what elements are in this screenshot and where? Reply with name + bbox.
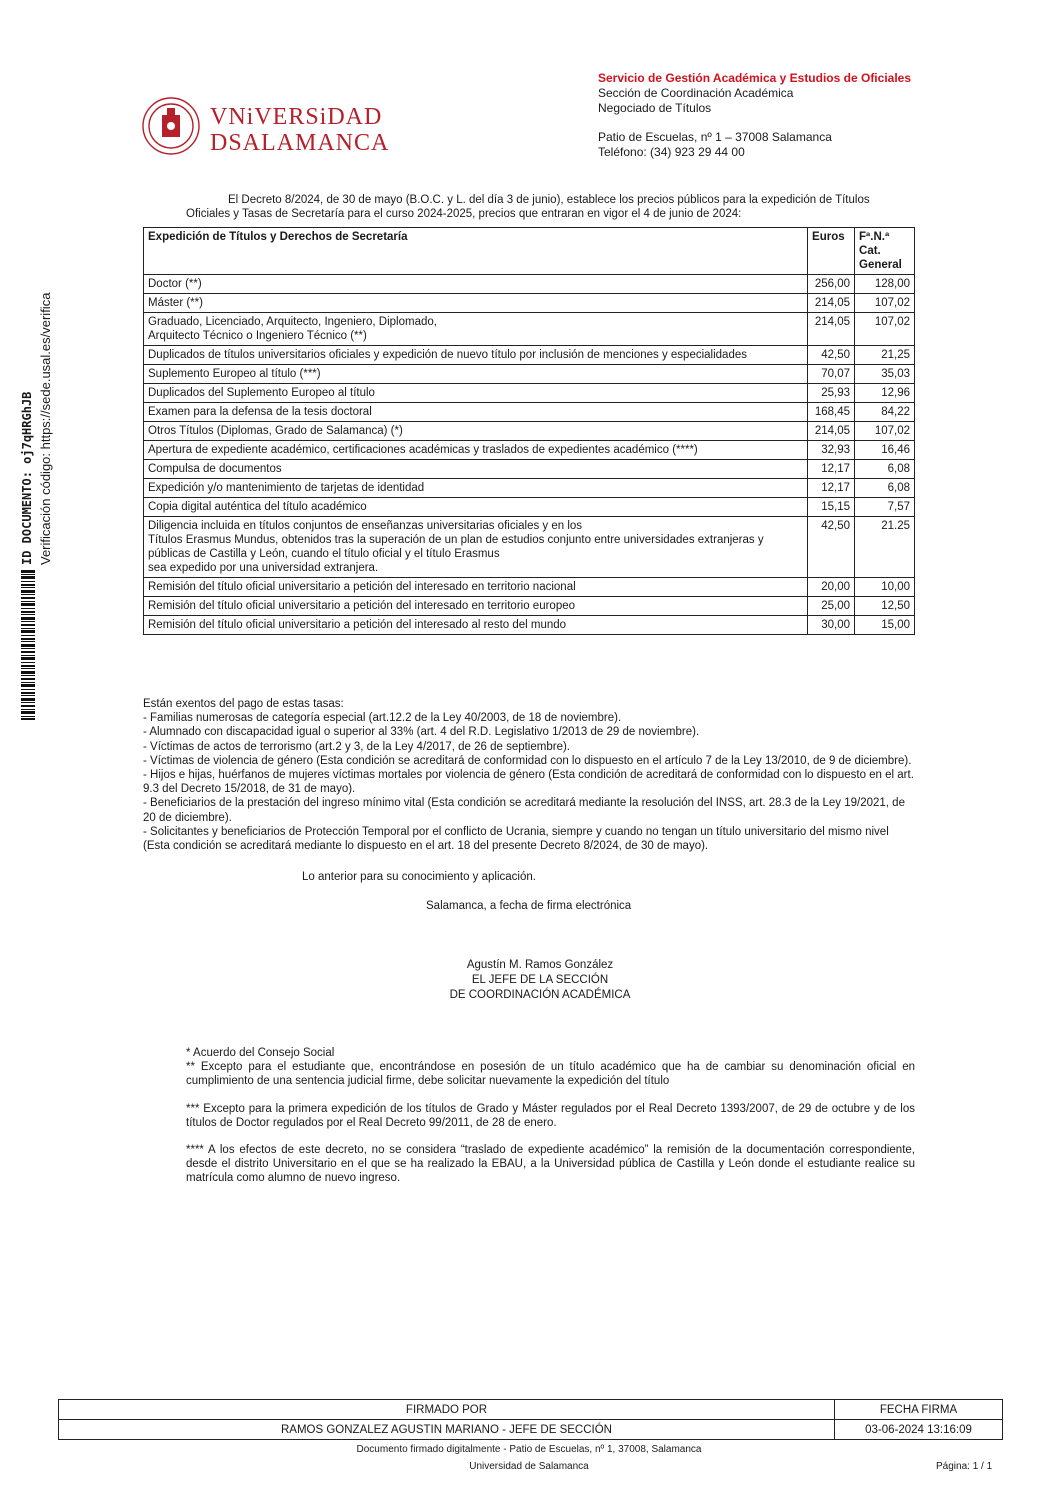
exemption-item: - Solicitantes y beneficiarios de Protección Temporal por el conflicto de Ucrania, siempre y cuando no tengan un título universitario del mismo nivel (Esta condición se acreditará mediante lo dispuesto en el art. 18 del presente Decreto 8/2024, de 30 de mayo). bbox=[143, 825, 889, 853]
row-concept: Duplicados del Suplemento Europeo al título bbox=[144, 384, 808, 403]
table-row bbox=[144, 403, 915, 422]
row-euros: 214,05 bbox=[808, 422, 855, 441]
row-euros: 15,15 bbox=[808, 498, 855, 517]
footer-note: Documento firmado digitalmente - Patio de Escuelas, nº 1, 37008, Salamanca bbox=[356, 1444, 702, 1455]
row-concept: Copia digital auténtica del título académico bbox=[144, 498, 808, 517]
row-fn: 6,08 bbox=[855, 460, 915, 479]
exemption-item: - Familias numerosas de categoría especial (art.12.2 de la Ley 40/2003, de 18 de noviembre). bbox=[143, 712, 622, 725]
row-fn: 10,00 bbox=[855, 578, 915, 597]
university-wordmark bbox=[210, 104, 389, 156]
row-concept: Apertura de expediente académico, certificaciones académicas y traslados de expedientes académico (****) bbox=[144, 441, 808, 460]
row-euros: 32,93 bbox=[808, 441, 855, 460]
row-euros: 256,00 bbox=[808, 275, 855, 294]
document-id: ID DOCUMENTO: oj7qHRGhJB bbox=[20, 391, 34, 565]
signed-by-label: FIRMADO POR bbox=[59, 1400, 835, 1420]
place-date: Salamanca, a fecha de firma electrónica bbox=[426, 900, 632, 912]
row-euros: 25,00 bbox=[808, 597, 855, 616]
office-phone: Teléfono: (34) 923 29 44 00 bbox=[598, 145, 745, 159]
signed-by-value: RAMOS GONZALEZ AGUSTIN MARIANO - JEFE DE SECCIÓN bbox=[59, 1420, 835, 1440]
verification-url: Verificación código: https://sede.usal.es/verifica bbox=[38, 292, 53, 565]
exemption-item: - Víctimas de actos de terrorismo (art.2 y 3, de la Ley 4/2017, de 26 de septiembre). bbox=[143, 740, 570, 753]
row-euros: 20,00 bbox=[808, 578, 855, 597]
table-row bbox=[144, 517, 915, 578]
row-euros: 12,17 bbox=[808, 479, 855, 498]
row-concept: Remisión del título oficial universitario a petición del interesado en territorio europeo bbox=[144, 597, 808, 616]
row-euros: 214,05 bbox=[808, 294, 855, 313]
row-euros: 168,45 bbox=[808, 403, 855, 422]
exemptions-section bbox=[143, 697, 915, 853]
table-header-row bbox=[144, 228, 915, 275]
signature-box bbox=[58, 1399, 1003, 1440]
table-row bbox=[144, 313, 915, 346]
table-row bbox=[144, 365, 915, 384]
row-fn: 12,50 bbox=[855, 597, 915, 616]
table-row bbox=[144, 460, 915, 479]
signer-name: Agustín M. Ramos González bbox=[466, 959, 614, 971]
row-fn: 21.25 bbox=[855, 517, 915, 578]
signer-role1: EL JEFE DE LA SECCIÓN bbox=[471, 974, 609, 986]
exemption-item: - Víctimas de violencia de género (Esta condición se acreditará de conformidad con lo dispuesto en el artículo 7 de la Ley 13/2010, de 9 de diciembre). bbox=[143, 754, 912, 767]
table-row bbox=[144, 294, 915, 313]
row-fn: 21,25 bbox=[855, 346, 915, 365]
wordmark-line1: VNiVERSiDAD bbox=[210, 104, 383, 130]
exemption-item: - Beneficiarios de la prestación del ingreso mínimo vital (Esta condición se acreditará mediante la resolución del INSS, art. 28.3 de la Ley 19/2021, de 20 de diciembre). bbox=[143, 797, 905, 824]
footnote: ** Excepto para el estudiante que, encontrándose en posesión de un título académico que ha de cambiar su denominación oficial en cumplimiento de una sentencia judicial firme, debe solicitar nuevamente la expedición del título bbox=[186, 1061, 915, 1088]
fees-table bbox=[143, 227, 915, 635]
row-fn: 84,22 bbox=[855, 403, 915, 422]
row-fn: 128,00 bbox=[855, 275, 915, 294]
table-row bbox=[144, 441, 915, 460]
header-fn: Fª.N.ª Cat. General bbox=[855, 228, 915, 275]
row-euros: 25,93 bbox=[808, 384, 855, 403]
date-label: FECHA FIRMA bbox=[835, 1400, 1003, 1420]
row-concept: Compulsa de documentos bbox=[144, 460, 808, 479]
row-concept: Remisión del título oficial universitario a petición del interesado en territorio nacional bbox=[144, 578, 808, 597]
row-fn: 16,46 bbox=[855, 441, 915, 460]
exemptions-title: Están exentos del pago de estas tasas: bbox=[143, 698, 344, 710]
header-euros: Euros bbox=[808, 228, 855, 275]
row-euros: 70,07 bbox=[808, 365, 855, 384]
table-row bbox=[144, 422, 915, 441]
row-concept: Duplicados de títulos universitarios oficiales y expedición de nuevo título por inclusión de menciones y especialidades bbox=[144, 346, 808, 365]
office-unit: Negociado de Títulos bbox=[598, 101, 712, 115]
row-concept: Suplemento Europeo al título (***) bbox=[144, 365, 808, 384]
table-row bbox=[144, 346, 915, 365]
row-fn: 12,96 bbox=[855, 384, 915, 403]
row-concept: Expedición y/o mantenimiento de tarjetas de identidad bbox=[144, 479, 808, 498]
table-row bbox=[144, 479, 915, 498]
table-row bbox=[144, 384, 915, 403]
wordmark-line2: DSALAMANCA bbox=[210, 130, 390, 156]
row-concept: Graduado, Licenciado, Arquitecto, Ingeniero, Diplomado, Arquitecto Técnico o Ingeniero Técnico (**) bbox=[144, 313, 808, 346]
row-concept: Máster (**) bbox=[144, 294, 808, 313]
row-concept: Remisión del título oficial universitario a petición del interesado al resto del mundo bbox=[144, 616, 808, 635]
table-row bbox=[144, 275, 915, 294]
signer-block bbox=[440, 958, 640, 1003]
exemption-item: - Hijos e hijas, huérfanos de mujeres víctimas mortales por violencia de género (Esta condición de acreditará de conformidad con lo dispuesto en el art. 9.3 del Decreto 15/2018, de 31 de mayo). bbox=[143, 769, 914, 796]
table-row bbox=[144, 597, 915, 616]
footnote: *** Excepto para la primera expedición de los títulos de Grado y Máster regulados por el Real Decreto 1393/2007, de 29 de octubre y de los títulos de Doctor regulados por el Real Decreto 99/2011, de 28 de enero. bbox=[186, 1102, 915, 1129]
header-concept: Expedición de Títulos y Derechos de Secretaría bbox=[144, 228, 808, 275]
row-euros: 30,00 bbox=[808, 616, 855, 635]
row-concept: Doctor (**) bbox=[144, 275, 808, 294]
footer-institution: Universidad de Salamanca bbox=[469, 1461, 589, 1472]
row-fn: 107,02 bbox=[855, 422, 915, 441]
row-concept: Examen para la defensa de la tesis doctoral bbox=[144, 403, 808, 422]
table-row bbox=[144, 616, 915, 635]
row-fn: 107,02 bbox=[855, 313, 915, 346]
row-fn: 15,00 bbox=[855, 616, 915, 635]
row-concept: Diligencia incluida en títulos conjuntos de enseñanzas universitarias oficiales y en los Títulos Erasmus Mundus, obtenidos tras la superación de un plan de estudios conjunto entre universidades extranjeras y públicas de Castilla y León, cuando el título oficial y el título Erasmus sea expedido por una universidad extranjera. bbox=[144, 517, 808, 578]
row-euros: 42,50 bbox=[808, 517, 855, 578]
exemption-item: - Alumnado con discapacidad igual o superior al 33% (art. 4 del R.D. Legislativo 1/2013 de 29 de noviembre). bbox=[143, 726, 700, 739]
intro-paragraph: El Decreto 8/2024, de 30 de mayo (B.O.C. y L. del día 3 de junio), establece los precios públicos para la expedición de Títulos Oficiales y Tasas de Secretaría para el curso 2024-2025, precios que entraran en vigor el 4 de junio de 2024: bbox=[186, 194, 870, 220]
row-fn: 7,57 bbox=[855, 498, 915, 517]
row-fn: 107,02 bbox=[855, 294, 915, 313]
signer-role2: DE COORDINACIÓN ACADÉMICA bbox=[449, 989, 631, 1001]
office-section: Sección de Coordinación Académica bbox=[598, 86, 794, 100]
office-title: Servicio de Gestión Académica y Estudios de Oficiales bbox=[598, 71, 912, 85]
row-fn: 6,08 bbox=[855, 479, 915, 498]
footnote: * Acuerdo del Consejo Social bbox=[186, 1047, 335, 1059]
row-fn: 35,03 bbox=[855, 365, 915, 384]
table-row bbox=[144, 578, 915, 597]
row-euros: 214,05 bbox=[808, 313, 855, 346]
row-euros: 12,17 bbox=[808, 460, 855, 479]
footnote: **** A los efectos de este decreto, no se considera “traslado de expediente académico” la remisión de la documentación correspondiente, desde el distrito Universitario en el que se ha realizado la EBAU, a la Universidad pública de Castilla y León donde el estudiante realice su matrícula como alumno de nuevo ingreso. bbox=[186, 1144, 915, 1185]
barcode-icon bbox=[21, 570, 35, 720]
date-value: 03-06-2024 13:16:09 bbox=[835, 1420, 1003, 1440]
office-address: Patio de Escuelas, nº 1 – 37008 Salamanca bbox=[598, 130, 832, 144]
office-header bbox=[598, 71, 911, 160]
row-euros: 42,50 bbox=[808, 346, 855, 365]
footnotes bbox=[186, 1046, 915, 1199]
table-row bbox=[144, 498, 915, 517]
row-concept: Otros Títulos (Diplomas, Grado de Salamanca) (*) bbox=[144, 422, 808, 441]
page-number: Página: 1 / 1 bbox=[936, 1461, 993, 1472]
closing-line: Lo anterior para su conocimiento y aplicación. bbox=[302, 871, 536, 883]
